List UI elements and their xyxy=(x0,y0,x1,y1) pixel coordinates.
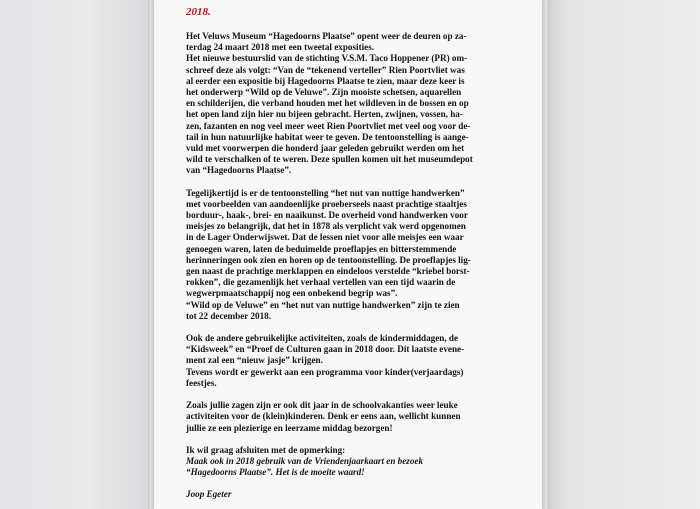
text-line: activiteiten voor de (klein)kinderen. Denk er eens aan, wellicht kunnen xyxy=(186,411,461,422)
text-line: schreef deze als volgt: “Van de “tekenend verteller” Rien Poortvliet was xyxy=(186,64,465,75)
page-edge-left xyxy=(148,0,149,509)
text-line: Het nieuwe bestuurslid van de stichting V.S.M. Taco Hoppener (PR) om- xyxy=(186,53,468,64)
text-line: wild te verschalken of te weren. Deze spullen komen uit het museumdepot xyxy=(186,154,473,165)
text-line: borduur-, haak-, brei- en naaikunst. De overheid vond handwerken voor xyxy=(186,210,468,221)
text-line: het onderwerp “Wild op de Veluwe”. Zijn mooiste schetsen, aquarellen xyxy=(186,87,462,98)
year-heading: 2018. xyxy=(186,6,211,18)
text-line: zen, fazanten en nog veel meer weet Rien Poortvliet met veel oog voor de- xyxy=(186,120,471,131)
text-line: het open land zijn hier nu bijeen gebracht. Herten, zwijnen, vossen, ha- xyxy=(186,109,463,120)
text-line: al eerder een expositie bij Hagedoorns Plaatse te zien, maar deze keer is xyxy=(186,75,465,86)
text-line: “Wild op de Veluwe” en “het nut van nuttige handwerken” zijn te zien xyxy=(186,299,460,310)
paragraph-activities xyxy=(186,333,518,389)
text-line: meisjes zo belangrijk, dat het in 1878 als verplicht vak werd opgenomen xyxy=(186,221,466,232)
text-line: gen naast de prachtige merklappen en eindeloos verstelde “kriebel borst- xyxy=(186,266,470,277)
text-line: Ook de andere gebruikelijke activiteiten, zoals de kindermiddagen, de xyxy=(186,333,459,344)
paragraph-closing xyxy=(186,445,518,479)
text-line: in de Lager Onderwijswet. Dat de lessen niet voor alle meisjes een waar xyxy=(186,232,464,243)
closing-intro: Ik wil graag afsluiten met de opmerking: xyxy=(186,444,346,455)
text-line: wegwerpmaatschappij nog een onbekend begrip was”. xyxy=(186,288,398,299)
letter-content xyxy=(186,5,518,501)
scan-background-right xyxy=(548,0,700,509)
text-line: vuld met voorwerpen die honderd jaar geleden gebruikt werden om het xyxy=(186,143,465,154)
scan-background-left xyxy=(0,0,148,509)
paragraph-school-holidays xyxy=(186,400,518,434)
page-edge-right xyxy=(548,0,549,509)
text-line: “Kidsweek” en “Proef de Culturen gaan in 2018 door. Dit laatste evene- xyxy=(186,344,465,355)
text-line: met voorbeelden van aandoenlijke proeberseels naast prachtige staaltjes xyxy=(186,198,467,209)
text-line: tot 22 december 2018. xyxy=(186,310,271,321)
text-line: tail in hun natuurlijke habitat weer te geven. De tentoonstelling is aange- xyxy=(186,131,469,142)
paragraph-exhibitions xyxy=(186,31,518,177)
text-line: Tegelijkertijd is er de tentoonstelling “het nut van nuttige handwerken” xyxy=(186,187,465,198)
closing-line: “Hagedoorns Plaatse”. Het is de moeite waard! xyxy=(186,467,365,478)
closing-line: Maak ook in 2018 gebruik van de Vriendenjaarkaart en bezoek xyxy=(186,455,424,466)
text-line: ment zal een “nieuw jasje” krijgen. xyxy=(186,355,323,366)
paragraph-handwork xyxy=(186,188,518,322)
text-line: rokken”, die gezamenlijk het verhaal vertellen van een tijd waarin de xyxy=(186,277,456,288)
text-line: terdag 24 maart 2018 met een tweetal exposities. xyxy=(186,42,375,53)
text-line: feestjes. xyxy=(186,377,217,388)
text-line: en schilderijen, die verband houden met het wildleven in de bossen en op xyxy=(186,98,469,109)
text-line: Zoals jullie zagen zijn er ook dit jaar in de schoolvakanties weer leuke xyxy=(186,400,458,411)
text-line: genoegen waren, laten de beduimelde proeflapjes en bitterstemmende xyxy=(186,243,457,254)
text-line: Het Veluws Museum “Hagedoorns Plaatse” opent weer de deuren op za- xyxy=(186,31,467,41)
text-line: jullie ze een plezierige en leerzame middag bezorgen! xyxy=(186,422,393,433)
text-line: herinneringen ook zien en horen op de tentoonstelling. De proeflapjes lig- xyxy=(186,254,471,265)
signature: Joop Egeter xyxy=(186,489,232,500)
text-line: van “Hagedoorns Plaatse”. xyxy=(186,165,292,176)
text-line: Tevens wordt er gewerkt aan een programma voor kinder(verjaardags) xyxy=(186,366,464,377)
